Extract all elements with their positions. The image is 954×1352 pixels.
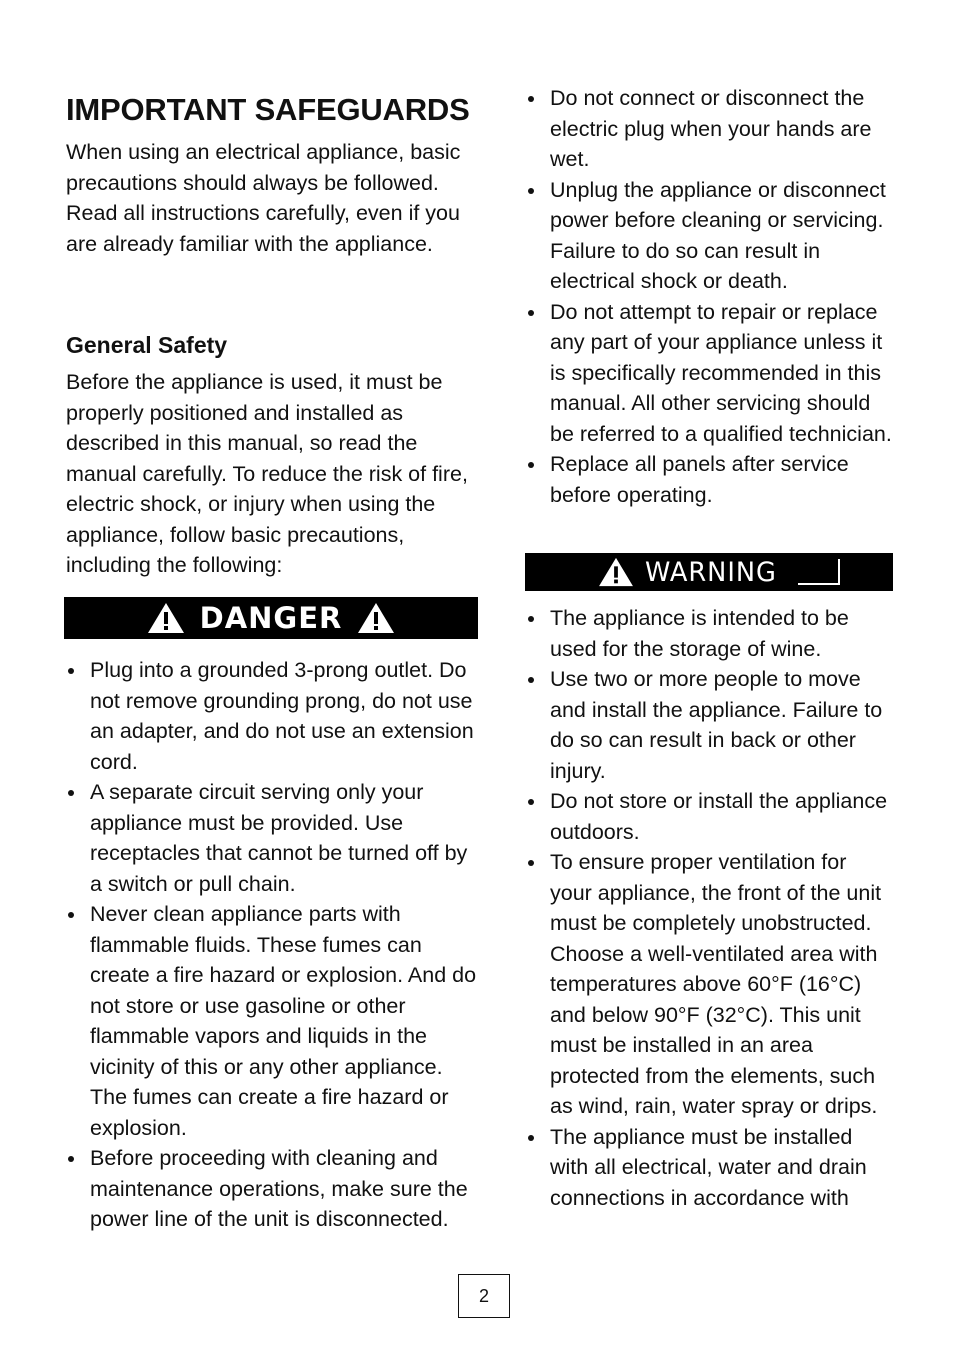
- list-item: Do not attempt to repair or replace any part of your appliance unless it is specifically recommended in this manual. All other servicing should be referred to a qualified technician.: [526, 297, 894, 450]
- page-number: 2: [458, 1274, 510, 1318]
- banner-underline: [798, 559, 840, 585]
- list-item: Never clean appliance parts with flammable fluids. These fumes can create a fire hazard or explosion. And do not store or use gasoline or other flammable vapors and liquids in the vicinity of this or any other appliance. The fumes can create a fire hazard or explosion.: [66, 899, 484, 1143]
- safety-list: [526, 83, 894, 510]
- general-safety-heading: General Safety: [66, 332, 228, 358]
- general-safety-paragraph: Before the appliance is used, it must be properly positioned and installed as described in this manual, so read the manual carefully. To reduce the risk of fire, electric shock, or injury when using the appliance, follow basic precautions, including the following:: [66, 370, 468, 577]
- danger-list: [66, 655, 484, 1235]
- danger-banner: [64, 597, 478, 639]
- list-item: Use two or more people to move and install the appliance. Failure to do so can result in back or other injury.: [526, 664, 894, 786]
- warning-triangle-icon: [146, 601, 186, 635]
- intro-paragraph: When using an electrical appliance, basic precautions should always be followed. Read all instructions carefully, even if you are already familiar with the appliance.: [66, 140, 461, 256]
- list-item: Plug into a grounded 3-prong outlet. Do not remove grounding prong, do not use an adapter, and do not use an extension cord.: [66, 655, 484, 777]
- list-item: Before proceeding with cleaning and maintenance operations, make sure the power line of the unit is disconnected.: [66, 1143, 484, 1235]
- list-item: A separate circuit serving only your appliance must be provided. Use receptacles that cannot be turned off by a switch or pull chain.: [66, 777, 484, 899]
- list-item: Do not connect or disconnect the electric plug when your hands are wet.: [526, 83, 894, 175]
- danger-label: DANGER: [199, 600, 343, 635]
- list-item: Do not store or install the appliance outdoors.: [526, 786, 894, 847]
- list-item: Unplug the appliance or disconnect power before cleaning or servicing. Failure to do so can result in electrical shock or death.: [526, 175, 894, 297]
- list-item: Replace all panels after service before operating.: [526, 449, 894, 510]
- warning-banner: [525, 553, 893, 591]
- list-item: The appliance is intended to be used for the storage of wine.: [526, 603, 894, 664]
- warning-triangle-icon: [356, 601, 396, 635]
- warning-list: [526, 603, 894, 1213]
- list-item: The appliance must be installed with all electrical, water and drain connections in accordance with: [526, 1122, 894, 1214]
- warning-label: WARNING: [645, 556, 777, 588]
- warning-triangle-icon: [597, 556, 635, 588]
- page-title: IMPORTANT SAFEGUARDS: [66, 92, 470, 127]
- list-item: To ensure proper ventilation for your appliance, the front of the unit must be completely unobstructed. Choose a well-ventilated area with temperatures above 60°F (16°C) and below 90°F (32°C). This unit must be installed in an area protected from the elements, such as wind, rain, water spray or drips.: [526, 847, 894, 1122]
